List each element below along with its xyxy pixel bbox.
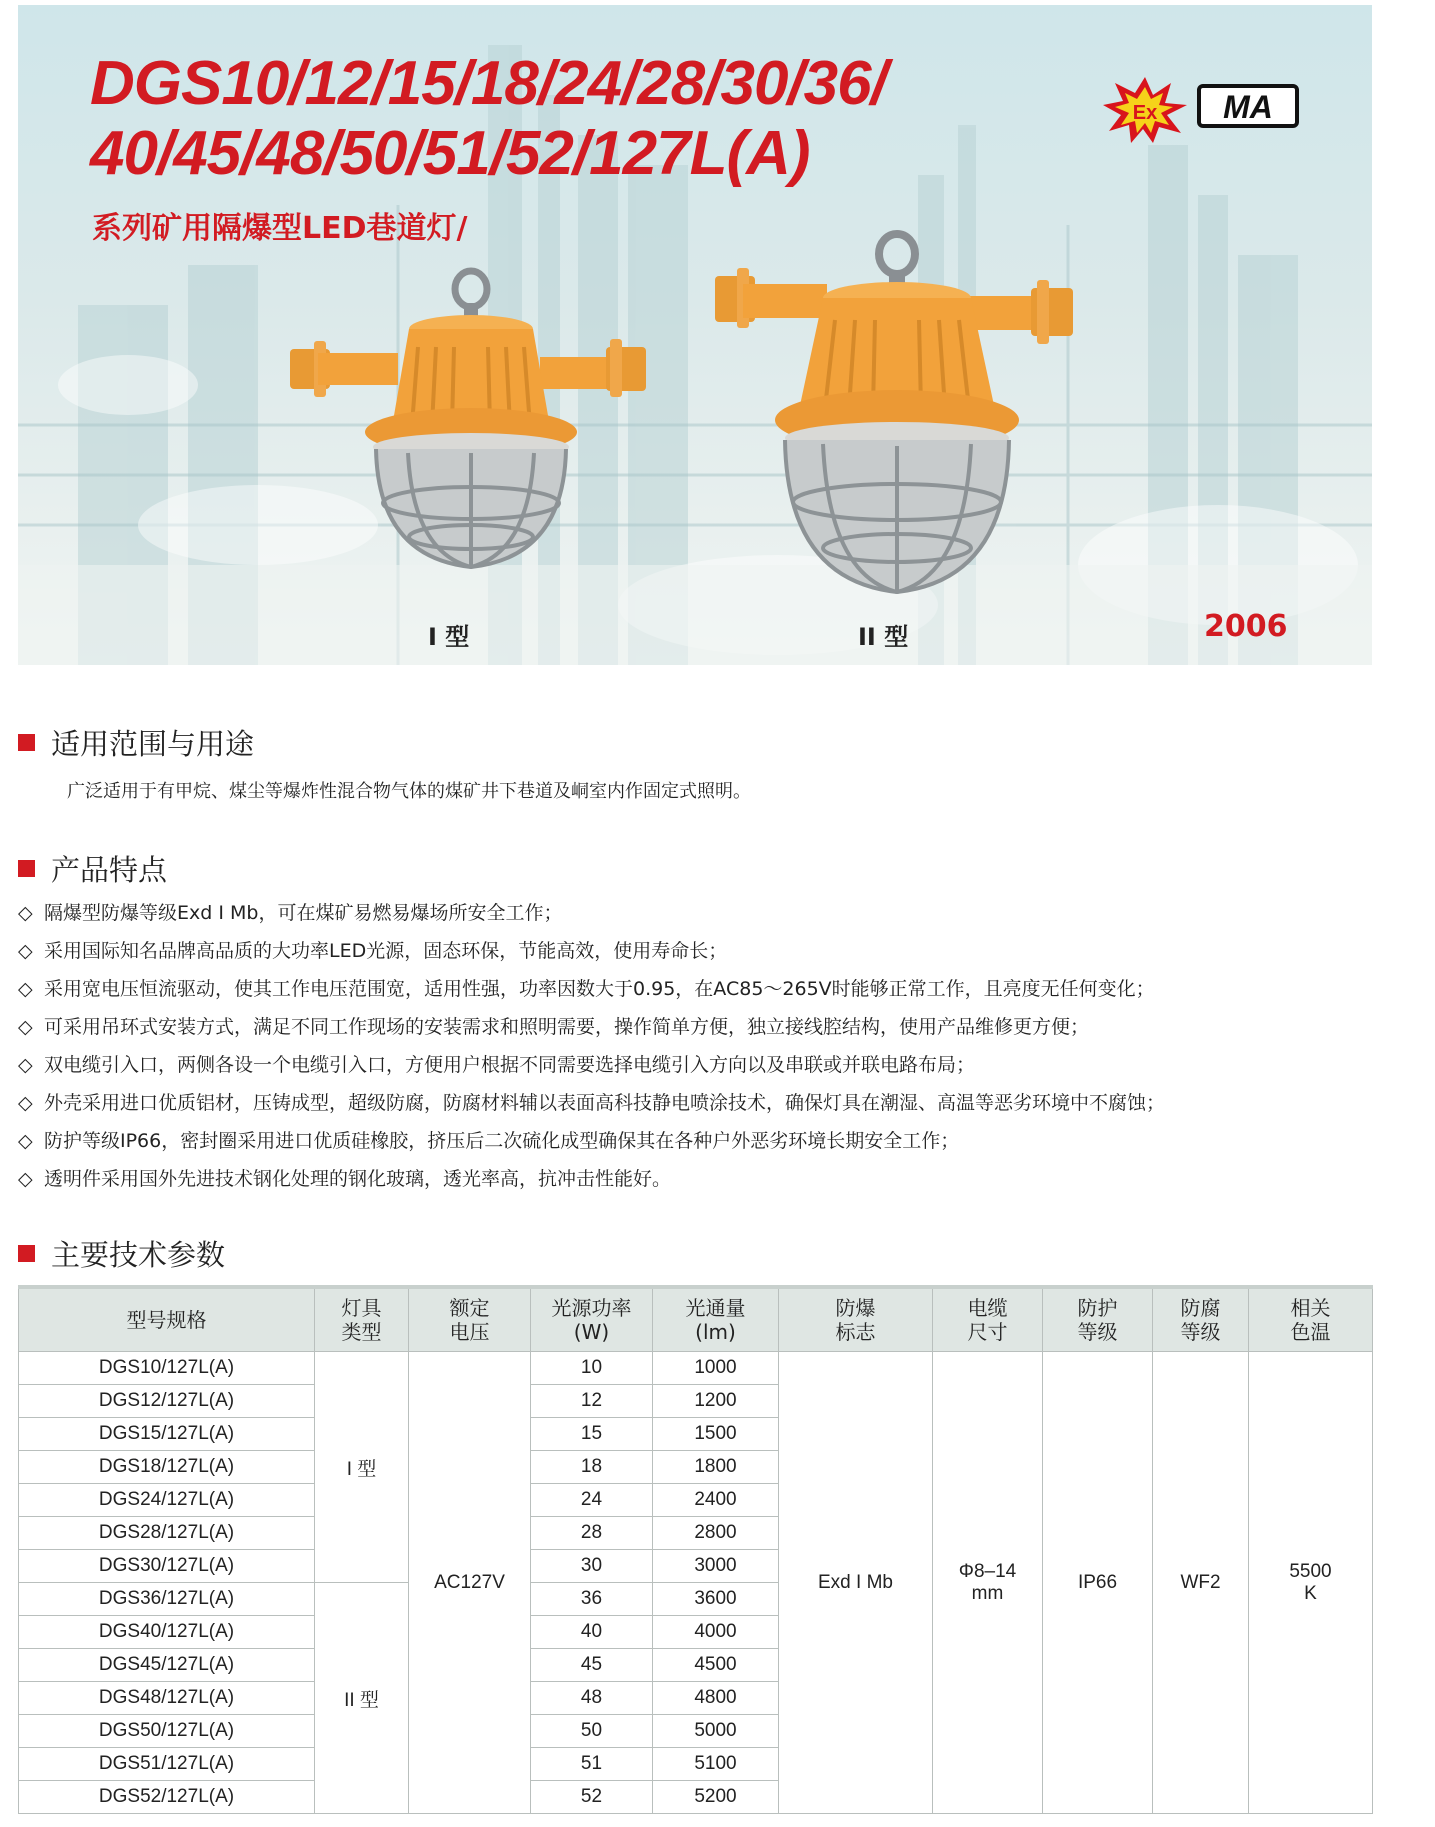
red-square-icon — [18, 1245, 35, 1262]
cell-ex-mark: Exd I Mb — [779, 1352, 933, 1814]
cell-power: 51 — [531, 1748, 653, 1781]
feature-item — [18, 1008, 1165, 1046]
section-heading-features — [18, 848, 167, 889]
diamond-bullet-icon: ◇ — [18, 1054, 33, 1076]
red-square-icon — [18, 860, 35, 877]
header-voltage: 额定 电压 — [409, 1287, 531, 1352]
cell-power: 10 — [531, 1352, 653, 1385]
hero-banner — [18, 5, 1372, 665]
cell-model: DGS28/127L(A) — [19, 1517, 315, 1550]
year-label: 2006 — [1204, 609, 1288, 644]
feature-text: 外壳采用进口优质铝材，压铸成型，超级防腐，防腐材料辅以表面高科技静电喷涂技术，确保灯具在潮湿、高温等恶劣环境中不腐蚀； — [44, 1092, 1166, 1114]
section-heading-specs-text: 主要技术参数 — [51, 1238, 226, 1272]
feature-list — [18, 894, 1165, 1198]
cell-flux: 2800 — [653, 1517, 779, 1550]
header-power: 光源功率 (W) — [531, 1287, 653, 1352]
header-flux: 光通量 (lm) — [653, 1287, 779, 1352]
cell-type-group-1: I 型 — [315, 1352, 409, 1583]
cell-anticorrosion: WF2 — [1153, 1352, 1249, 1814]
cell-flux: 1200 — [653, 1385, 779, 1418]
cell-type-group-2: II 型 — [315, 1583, 409, 1814]
cell-flux: 4000 — [653, 1616, 779, 1649]
cell-model: DGS24/127L(A) — [19, 1484, 315, 1517]
section-heading-specs — [18, 1233, 225, 1274]
cell-model: DGS51/127L(A) — [19, 1748, 315, 1781]
cell-model: DGS40/127L(A) — [19, 1616, 315, 1649]
cell-flux: 1500 — [653, 1418, 779, 1451]
cell-power: 52 — [531, 1781, 653, 1814]
cell-power: 36 — [531, 1583, 653, 1616]
ex-explosion-proof-icon — [1101, 75, 1189, 145]
diamond-bullet-icon: ◇ — [18, 978, 33, 1000]
cell-flux: 5000 — [653, 1715, 779, 1748]
feature-item — [18, 1046, 1165, 1084]
scope-description: 广泛适用于有甲烷、煤尘等爆炸性混合物气体的煤矿井下巷道及峒室内作固定式照明。 — [67, 781, 751, 802]
lamp-type-1-image — [288, 267, 650, 585]
ex-badge-text: Ex — [1132, 102, 1158, 124]
feature-item — [18, 1160, 1165, 1198]
cell-voltage: AC127V — [409, 1352, 531, 1814]
feature-text: 隔爆型防爆等级Exd I Mb，可在煤矿易燃易爆场所安全工作； — [44, 902, 563, 924]
cell-model: DGS36/127L(A) — [19, 1583, 315, 1616]
cell-cable: Φ8–14 mm — [933, 1352, 1043, 1814]
header-anticorrosion: 防腐 等级 — [1153, 1287, 1249, 1352]
feature-text: 透明件采用国外先进技术钢化处理的钢化玻璃，透光率高，抗冲击性能好。 — [44, 1168, 672, 1190]
header-ip: 防护 等级 — [1043, 1287, 1153, 1352]
diamond-bullet-icon: ◇ — [18, 902, 33, 924]
cell-power: 12 — [531, 1385, 653, 1418]
product-subtitle: 系列矿用隔爆型LED巷道灯/ — [92, 211, 468, 246]
cell-cct: 5500 K — [1249, 1352, 1373, 1814]
cell-model: DGS52/127L(A) — [19, 1781, 315, 1814]
ma-certification-logo — [1196, 83, 1300, 129]
lamp-type-2-image — [713, 230, 1081, 600]
red-square-icon — [18, 734, 35, 751]
table-row — [19, 1352, 1373, 1385]
cell-flux: 1000 — [653, 1352, 779, 1385]
title-line-1: DGS10/12/15/18/24/28/30/36/ — [90, 49, 887, 118]
cell-flux: 4500 — [653, 1649, 779, 1682]
feature-item — [18, 932, 1165, 970]
diamond-bullet-icon: ◇ — [18, 1130, 33, 1152]
feature-text: 防护等级IP66，密封圈采用进口优质硅橡胶，挤压后二次硫化成型确保其在各种户外恶劣环境长期安全工作； — [44, 1130, 960, 1152]
section-heading-scope — [18, 722, 254, 763]
cell-flux: 1800 — [653, 1451, 779, 1484]
feature-text: 采用国际知名品牌高品质的大功率LED光源，固态环保，节能高效，使用寿命长； — [44, 940, 728, 962]
cell-model: DGS12/127L(A) — [19, 1385, 315, 1418]
header-cable: 电缆 尺寸 — [933, 1287, 1043, 1352]
cell-model: DGS48/127L(A) — [19, 1682, 315, 1715]
diamond-bullet-icon: ◇ — [18, 1016, 33, 1038]
cell-power: 40 — [531, 1616, 653, 1649]
cell-model: DGS10/127L(A) — [19, 1352, 315, 1385]
title-line-2: 40/45/48/50/51/52/127L(A) — [90, 119, 810, 188]
feature-item — [18, 1122, 1165, 1160]
header-type: 灯具 类型 — [315, 1287, 409, 1352]
diamond-bullet-icon: ◇ — [18, 1092, 33, 1114]
feature-item — [18, 894, 1165, 932]
header-cct: 相关 色温 — [1249, 1287, 1373, 1352]
cell-power: 18 — [531, 1451, 653, 1484]
ma-logo-text: MA — [1223, 89, 1273, 125]
cell-power: 24 — [531, 1484, 653, 1517]
cell-power: 50 — [531, 1715, 653, 1748]
feature-text: 采用宽电压恒流驱动，使其工作电压范围宽，适用性强，功率因数大于0.95，在AC85～265V时能够正常工作，且亮度无任何变化； — [44, 978, 1155, 1000]
cell-model: DGS50/127L(A) — [19, 1715, 315, 1748]
cell-power: 15 — [531, 1418, 653, 1451]
cell-flux: 3000 — [653, 1550, 779, 1583]
section-heading-features-text: 产品特点 — [51, 853, 168, 887]
cell-flux: 3600 — [653, 1583, 779, 1616]
cell-power: 45 — [531, 1649, 653, 1682]
feature-item — [18, 970, 1165, 1008]
cell-flux: 2400 — [653, 1484, 779, 1517]
feature-item — [18, 1084, 1165, 1122]
feature-text: 双电缆引入口，两侧各设一个电缆引入口，方便用户根据不同需要选择电缆引入方向以及串联或并联电路布局； — [44, 1054, 976, 1076]
cell-ip: IP66 — [1043, 1352, 1153, 1814]
section-heading-scope-text: 适用范围与用途 — [51, 727, 255, 761]
cell-power: 48 — [531, 1682, 653, 1715]
cell-power: 28 — [531, 1517, 653, 1550]
spec-table — [18, 1285, 1373, 1814]
header-ex-mark: 防爆 标志 — [779, 1287, 933, 1352]
cell-model: DGS18/127L(A) — [19, 1451, 315, 1484]
cell-flux: 4800 — [653, 1682, 779, 1715]
cell-model: DGS30/127L(A) — [19, 1550, 315, 1583]
product-title — [90, 49, 887, 188]
cell-flux: 5100 — [653, 1748, 779, 1781]
diamond-bullet-icon: ◇ — [18, 940, 33, 962]
feature-text: 可采用吊环式安装方式，满足不同工作现场的安装需求和照明需要，操作简单方便，独立接线腔结构，使用产品维修更方便； — [44, 1016, 1090, 1038]
cell-flux: 5200 — [653, 1781, 779, 1814]
table-body — [19, 1352, 1373, 1814]
cell-model: DGS15/127L(A) — [19, 1418, 315, 1451]
cell-power: 30 — [531, 1550, 653, 1583]
cell-model: DGS45/127L(A) — [19, 1649, 315, 1682]
diamond-bullet-icon: ◇ — [18, 1168, 33, 1190]
table-header-row — [19, 1287, 1373, 1352]
lamp-type-1-label: I 型 — [428, 623, 470, 651]
header-model: 型号规格 — [19, 1287, 315, 1352]
lamp-type-2-label: II 型 — [858, 623, 909, 651]
